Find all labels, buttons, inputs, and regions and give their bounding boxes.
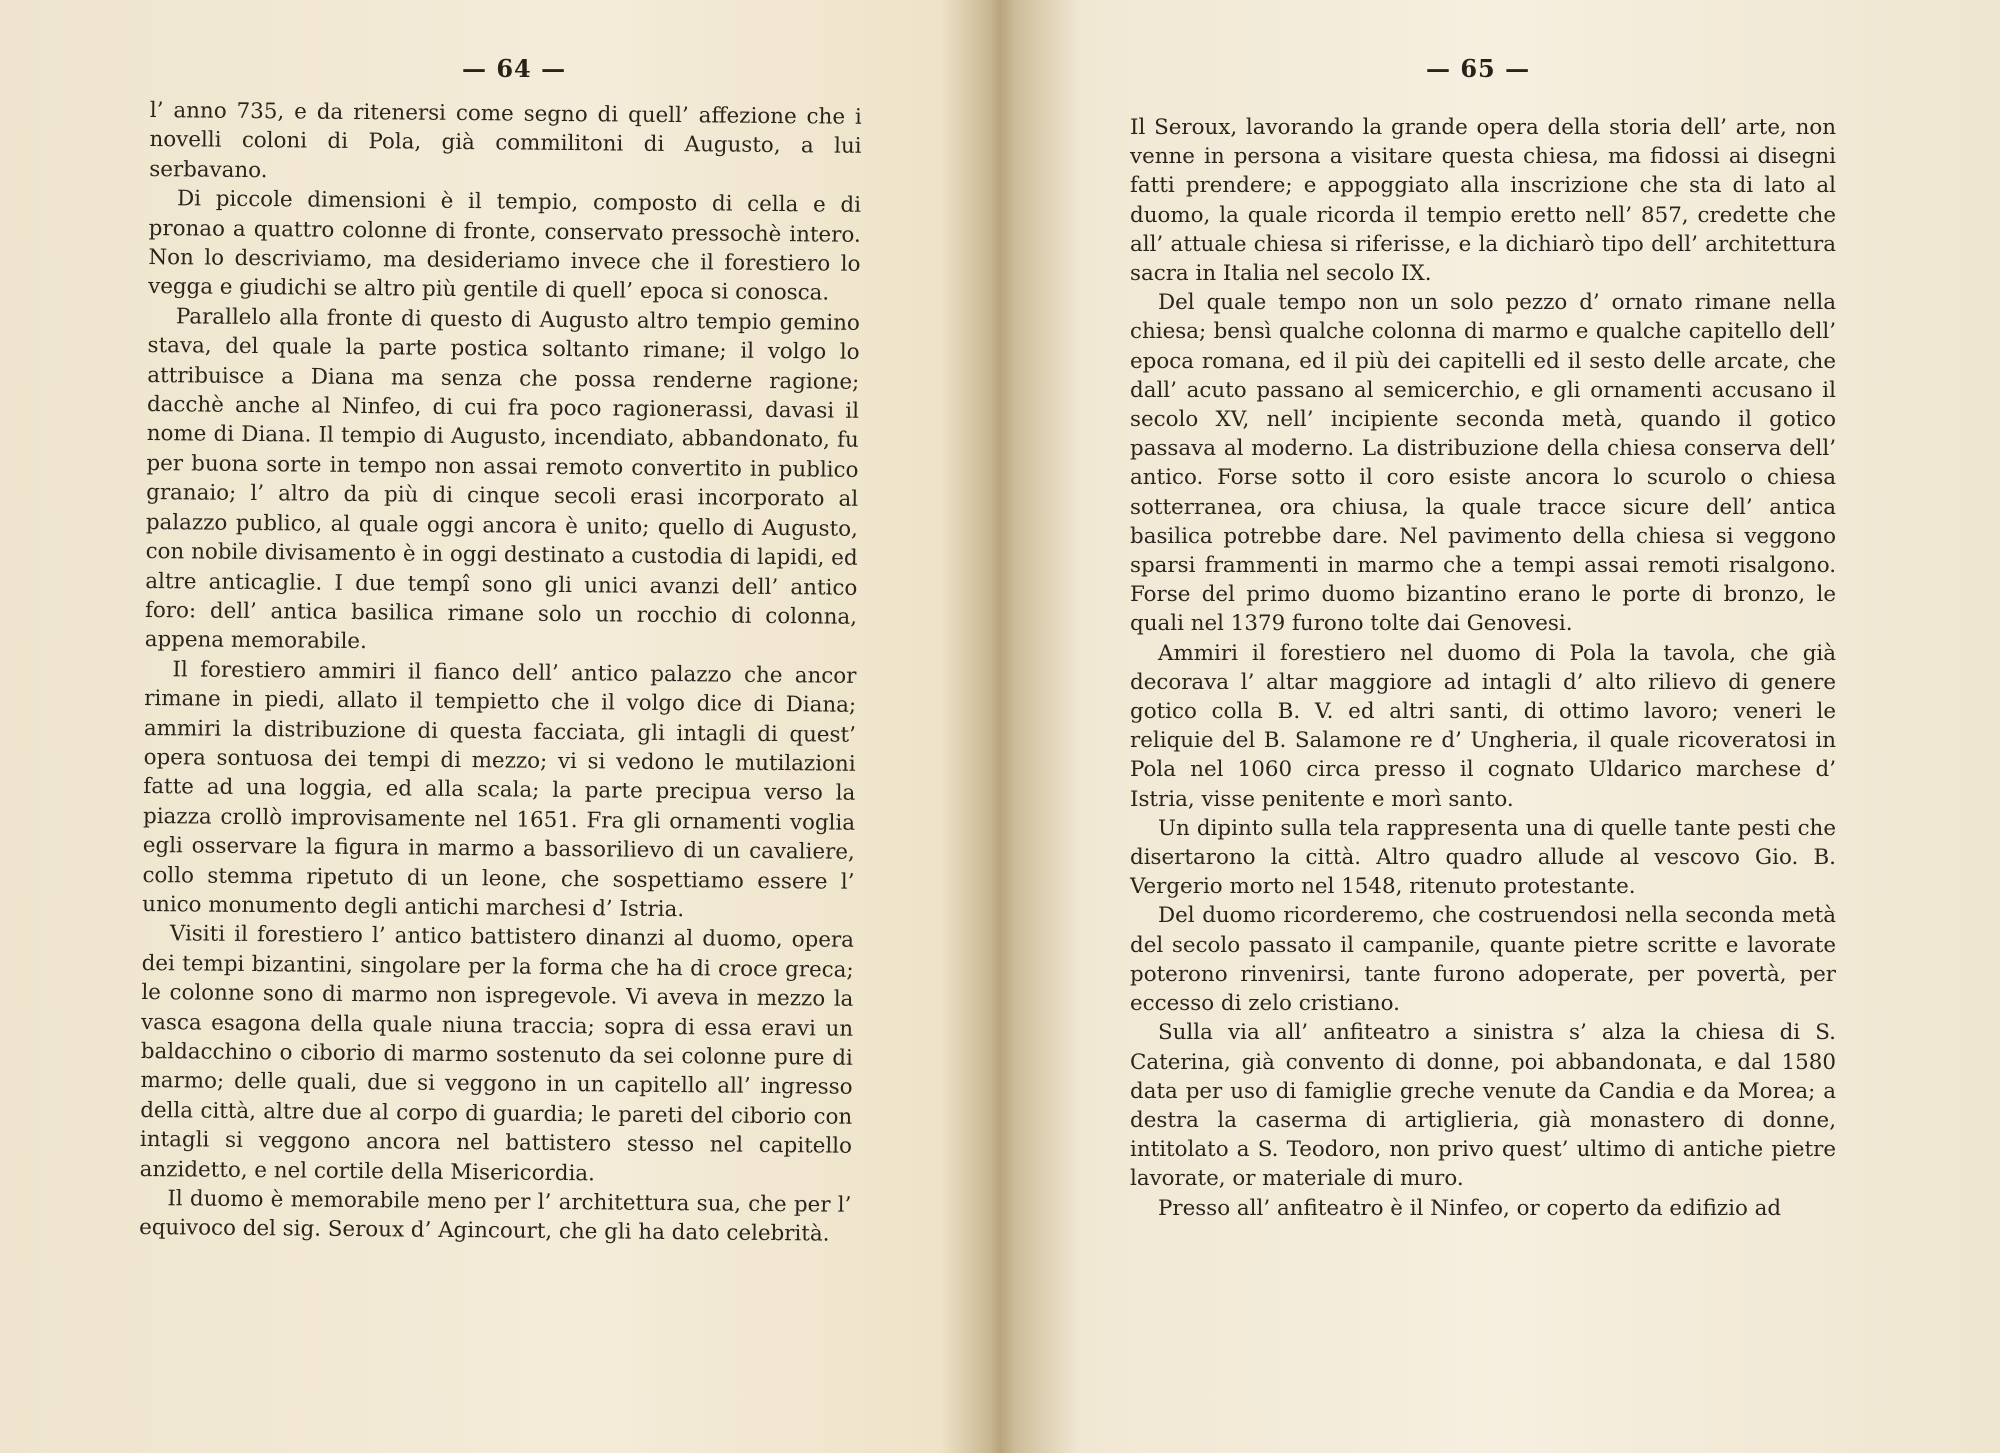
paragraph: Il forestiero ammiri il fianco dell’ antico palazzo che ancor rimane in piedi, allato il tempietto che il volgo dice di Diana; ammiri la distribuzione di questa facciata, gli intagli di quest’ opera sontuosa dei tempi di mezzo; vi si vedono le mutilazioni fatte ad una loggia, ed alla scala; la parte precipua verso la piazza crollò improvisamente nel 1651. Fra gli ornamenti voglia egli osservare la figura in marmo a bassorilievo di un cavaliere, collo stemma ripetuto di un leone, che sospettiamo essere l’ unico monumento degli antichi marchesi d’ Istria. — [142, 656, 857, 923]
paragraph: Sulla via all’ anfiteatro a sinistra s’ alza la chiesa di S. Caterina, già convento di donne, poi abbandonata, e dal 1580 data per uso di famiglie greche venute da Candia e da Morea; a destra la caserma di artiglieria, già monastero di donne, intitolato a S. Teodoro, non privo quest’ ultimo di antiche pietre lavorate, or materiale di muro. — [1130, 1020, 1836, 1192]
paragraph: l’ anno 735, e da ritenersi come segno di quell’ affezione che i novelli coloni di Pola, già commilitoni di Augusto, a lui serbavano. — [149, 97, 862, 183]
page-number-left: — 64 — — [462, 54, 567, 83]
paragraph: Del duomo ricorderemo, che costruendosi nella seconda metà del secolo passato il campanile, quante pietre scritte e lavorate poterono rinvenirsi, tante furono adoperate, per povertà, per eccesso di zelo cristiano. — [1130, 903, 1836, 1017]
left-page-text — [139, 96, 862, 1250]
paragraph: Di piccole dimensioni è il tempio, composto di cella e di pronao a quattro colonne di fronte, conservato pressochè intero. Non lo descriviamo, ma desideriamo invece che il forestiero lo vegga e giudichi se altro più gentile di quell’ epoca si conosca. — [148, 186, 862, 306]
right-page — [1000, 0, 2000, 1453]
left-page — [0, 0, 960, 1453]
right-page-text — [1130, 113, 1836, 1223]
page-number-right: — 65 — — [1426, 54, 1531, 83]
paragraph: Visiti il forestiero l’ antico battistero dinanzi al duomo, opera dei tempi bizantini, singolare per la forma che ha di croce greca; le colonne sono di marmo non ispregevole. Vi aveva in mezzo la vasca esagona della quale niuna traccia; sopra di essa eravi un baldacchino o ciborio di marmo sostenuto da sei colonne pure di marmo; delle quali, due si veggono in un capitello all’ ingresso della città, altre due al corpo di guardia; le pareti del ciborio con intagli si veggono ancora nel battistero stesso nel capitello anzidetto, e nel cortile della Misericordia. — [139, 921, 855, 1186]
paragraph: Del quale tempo non un solo pezzo d’ ornato rimane nella chiesa; bensì qualche colonna di marmo e qualche capitello dell’ epoca romana, ed il più dei capitelli ed il sesto delle arcate, che dall’ acuto passano al semicerchio, e gli ornamenti accusano il secolo XV, nell’ incipiente seconda metà, quando il gotico passava al moderno. La distribuzione della chiesa conserva dell’ antico. Forse sotto il coro esiste ancora lo scurolo o chiesa sotterranea, ora chiusa, la quale tracce sicure dell’ antica basilica potrebbe dare. Nel pavimento della chiesa si veggono sparsi frammenti in marmo che a tempi assai remoti risalgono. Forse del primo duomo bizantino erano le porte di bronzo, le quali nel 1379 furono tolte dai Genovesi. — [1130, 290, 1836, 637]
paragraph: Presso all’ anfiteatro è il Ninfeo, or coperto da edifizio ad — [1158, 1195, 1782, 1221]
paragraph: Un dipinto sulla tela rappresenta una di quelle tante pesti che disertarono la città. Altro quadro allude al vescovo Gio. B. Vergerio morto nel 1548, ritenuto protestante. — [1130, 815, 1836, 900]
paragraph: Parallelo alla fronte di questo di Augusto altro tempio gemino stava, del quale la parte postica soltanto rimane; il volgo lo attribuisce a Diana ma senza che possa renderne ragione; dacchè anche al Ninfeo, di cui fra poco ragionerassi, davasi il nome di Diana. Il tempio di Augusto, incendiato, abbandonato, fu per buona sorte in tempo non assai remoto convertito in publico granaio; l’ altro da più di cinque secoli erasi incorporato al palazzo publico, al quale oggi ancora è unito; quello di Augusto, con nobile divisamento è in oggi destinato a custodia di lapidi, ed altre anticaglie. I due tempî sono gli unici avanzi dell’ antico foro: dell’ antica basilica rimane solo un rocchio di colonna, appena memorabile. — [144, 304, 860, 655]
paragraph: Il Seroux, lavorando la grande opera della storia dell’ arte, non venne in persona a visitare questa chiesa, ma fidossi ai disegni fatti prendere; e appoggiato alla inscrizione che sta di lato al duomo, la quale ricorda il tempio eretto nell’ 857, credette che all’ attuale chiesa si riferisse, e la dichiarò tipo dell’ architettura sacra in Italia nel secolo IX. — [1130, 115, 1836, 287]
paragraph: Il duomo è memorabile meno per l’ architettura sua, che per l’ equivoco del sig. Seroux d’ Agincourt, che gli ha dato celebrità. — [139, 1186, 852, 1248]
paragraph: Ammiri il forestiero nel duomo di Pola la tavola, che già decorava l’ altar maggiore ad intagli d’ alto rilievo di genere gotico colla B. V. ed altri santi, di ottimo lavoro; veneri le reliquie del B. Salamone re d’ Ungheria, il quale ricoveratosi in Pola nel 1060 circa presso il cognato Uldarico marchese d’ Istria, visse penitente e morì santo. — [1130, 640, 1836, 812]
